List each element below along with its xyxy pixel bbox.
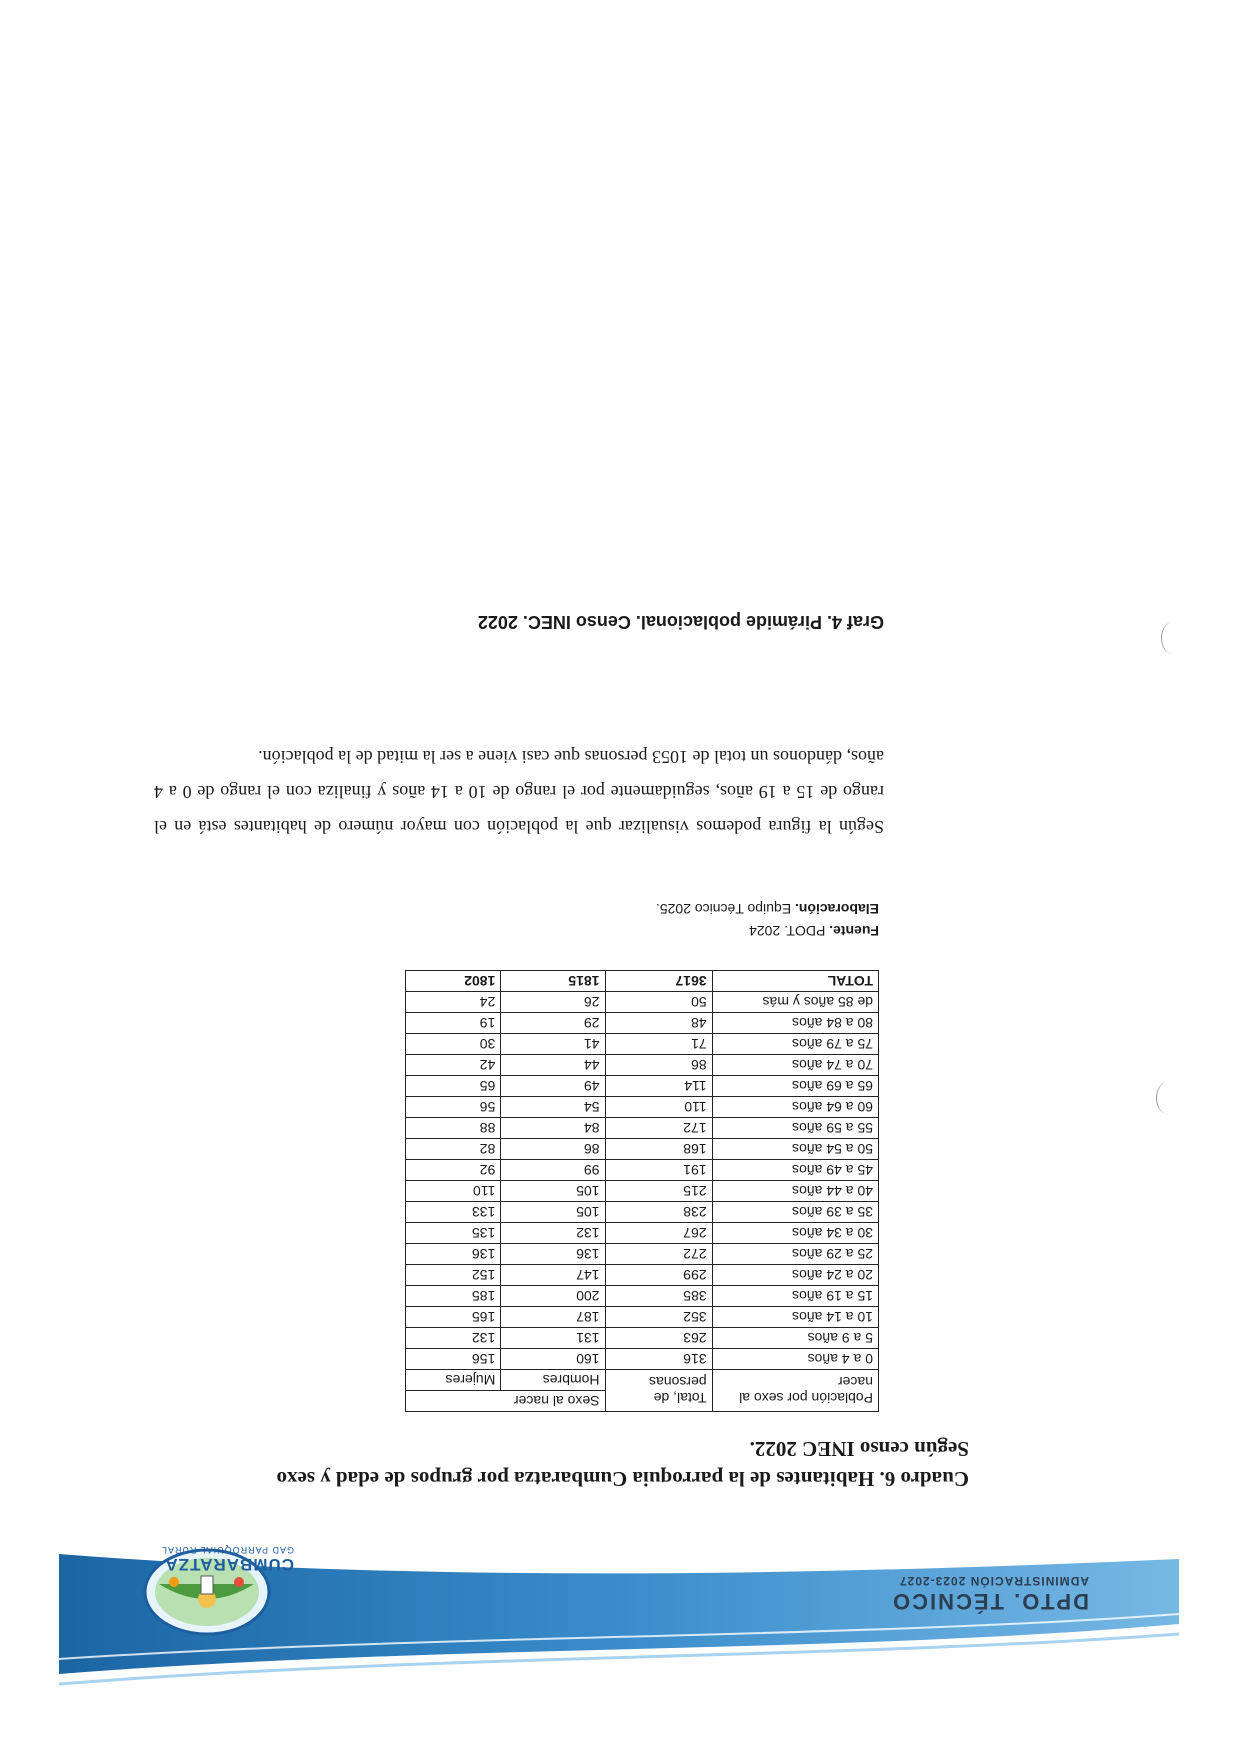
row-label: de 85 años y más [712,992,878,1013]
fuente-label: Fuente. [829,923,879,939]
row-mujeres: 92 [406,1160,501,1181]
row-total: 172 [605,1118,712,1139]
row-total: 272 [605,1244,712,1265]
header-hombres: Hombres [501,1370,605,1391]
table-row [406,1328,879,1349]
row-total: 71 [605,1034,712,1055]
table-row [406,1139,879,1160]
row-total: 299 [605,1265,712,1286]
population-table [405,970,879,1412]
row-hombres: 131 [501,1328,605,1349]
table-row [406,992,879,1013]
fuente-text: PDOT. 2024 [749,923,826,939]
row-mujeres: 156 [406,1349,501,1370]
row-total: 316 [605,1349,712,1370]
punch-hole-mark [1156,1082,1179,1114]
header-poblacion: Población por sexo al nacer [712,1370,878,1412]
row-hombres: 132 [501,1223,605,1244]
table-source [656,898,879,942]
row-total: 50 [605,992,712,1013]
row-hombres: 54 [501,1097,605,1118]
table-row [406,1202,879,1223]
row-total: 385 [605,1286,712,1307]
row-mujeres: 135 [406,1223,501,1244]
row-total: 267 [605,1223,712,1244]
row-mujeres: 88 [406,1118,501,1139]
figure-caption: Graf 4. Pirámide poblacional. Censo INEC. 2022 [477,612,884,632]
elaboracion-line [656,898,879,920]
row-hombres: 187 [501,1307,605,1328]
table-row [406,1286,879,1307]
row-label: 70 a 74 años [712,1055,878,1076]
table-caption: Cuadro 6. Habitantes de la parroquia Cumbaratza por grupos de edad y sexo Según censo INEC 2022. [276,1437,969,1491]
administration-subtitle: ADMINISTRACIÓN 2023-2027 [898,1574,1089,1588]
total-label: TOTAL [712,971,878,992]
row-label: 0 a 4 años [712,1349,878,1370]
row-total: 352 [605,1307,712,1328]
department-title: DPTO. TÉCNICO [891,1589,1089,1614]
row-total: 114 [605,1076,712,1097]
total-mujeres: 1802 [406,971,501,992]
table-row [406,1097,879,1118]
row-hombres: 105 [501,1181,605,1202]
fuente-line [656,920,879,942]
row-hombres: 44 [501,1055,605,1076]
row-mujeres: 56 [406,1097,501,1118]
table-total-row [406,971,879,992]
row-mujeres: 24 [406,992,501,1013]
row-label: 50 a 54 años [712,1139,878,1160]
elaboracion-text: Equipo Técnico 2025. [655,901,792,917]
row-total: 48 [605,1013,712,1034]
row-total: 215 [605,1181,712,1202]
row-hombres: 200 [501,1286,605,1307]
table-row [406,1265,879,1286]
row-label: 25 a 29 años [712,1244,878,1265]
row-hombres: 99 [501,1160,605,1181]
logo-text: CUMBARATZA [164,1555,294,1574]
row-label: 30 a 34 años [712,1223,878,1244]
punch-hole-mark [1161,622,1184,654]
table-row [406,1034,879,1055]
row-total: 110 [605,1097,712,1118]
row-total: 168 [605,1139,712,1160]
row-hombres: 26 [501,992,605,1013]
row-label: 55 a 59 años [712,1118,878,1139]
table-row [406,1244,879,1265]
row-mujeres: 132 [406,1328,501,1349]
row-label: 35 a 39 años [712,1202,878,1223]
table-row [406,1013,879,1034]
row-label: 45 a 49 años [712,1160,878,1181]
header-sexo-group: Sexo al nacer [406,1391,606,1412]
row-mujeres: 152 [406,1265,501,1286]
page-header [0,1545,1239,1754]
table-row [406,1349,879,1370]
row-mujeres: 65 [406,1076,501,1097]
total-personas: 3617 [605,971,712,992]
row-total: 191 [605,1160,712,1181]
row-label: 60 a 64 años [712,1097,878,1118]
row-total: 86 [605,1055,712,1076]
table-row [406,1181,879,1202]
row-hombres: 86 [501,1139,605,1160]
table-row [406,1160,879,1181]
row-hombres: 136 [501,1244,605,1265]
body-paragraph: Según la figura podemos visualizar que la población con mayor número de habitantes está en el rango de 15 a 19 años, seguidamente por el rango de 10 a 14 años y finaliza con el rango de 0 a 4 años, dándonos un total de 1053 personas que casi viene a ser la mitad de la población. [154,747,884,837]
row-label: 10 a 14 años [712,1307,878,1328]
table-row [406,1118,879,1139]
row-mujeres: 82 [406,1139,501,1160]
table-row [406,1055,879,1076]
row-hombres: 41 [501,1034,605,1055]
row-hombres: 105 [501,1202,605,1223]
row-hombres: 29 [501,1013,605,1034]
row-mujeres: 30 [406,1034,501,1055]
header-mujeres: Mujeres [406,1370,501,1391]
row-label: 75 a 79 años [712,1034,878,1055]
table-row [406,1223,879,1244]
table-row [406,1076,879,1097]
row-hombres: 84 [501,1118,605,1139]
row-mujeres: 133 [406,1202,501,1223]
row-total: 263 [605,1328,712,1349]
row-label: 65 a 69 años [712,1076,878,1097]
row-mujeres: 165 [406,1307,501,1328]
row-mujeres: 136 [406,1244,501,1265]
row-mujeres: 19 [406,1013,501,1034]
row-label: 5 a 9 años [712,1328,878,1349]
logo-subtitle: GAD PARROQUIAL RURAL [160,1545,294,1555]
row-total: 238 [605,1202,712,1223]
elaboracion-label: Elaboración. [794,901,879,917]
row-mujeres: 110 [406,1181,501,1202]
table-row [406,1307,879,1328]
row-hombres: 147 [501,1265,605,1286]
row-hombres: 49 [501,1076,605,1097]
row-label: 20 a 24 años [712,1265,878,1286]
row-label: 40 a 44 años [712,1181,878,1202]
total-hombres: 1815 [501,971,605,992]
row-label: 15 a 19 años [712,1286,878,1307]
header-total: Total, de personas [605,1370,712,1412]
row-hombres: 160 [501,1349,605,1370]
row-mujeres: 42 [406,1055,501,1076]
row-label: 80 a 84 años [712,1013,878,1034]
row-mujeres: 185 [406,1286,501,1307]
